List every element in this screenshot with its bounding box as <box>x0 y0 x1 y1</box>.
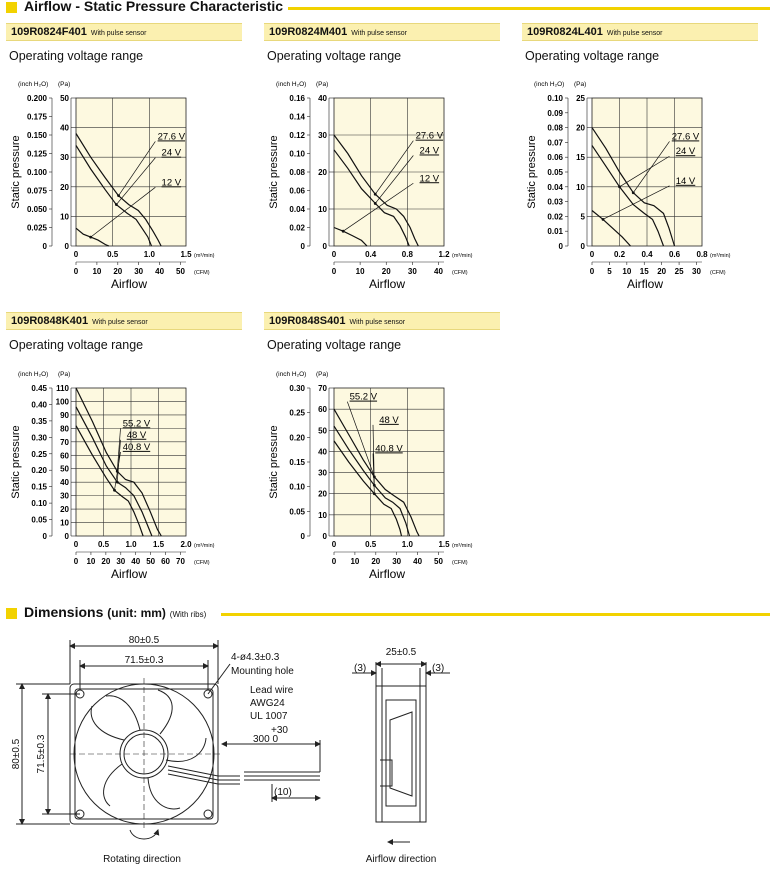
pa-tick-label: 70 <box>318 384 327 393</box>
product-panel <box>522 23 758 63</box>
side-right-offset: (3) <box>432 663 445 674</box>
label-leader-dot <box>632 191 635 194</box>
side-frame <box>376 686 426 822</box>
inch-tick-label: 0.05 <box>31 515 47 525</box>
inch-tick-label: 0.20 <box>31 466 47 476</box>
m3-tick-label: 1.5 <box>152 540 165 549</box>
inch-tick-label: 0.03 <box>547 197 563 207</box>
cfm-tick-label: 5 <box>607 267 612 276</box>
product-panel <box>264 312 500 352</box>
inch-tick-label: 0 <box>42 532 47 541</box>
inch-tick-label: 0.125 <box>26 149 47 159</box>
inch-tick-label: 0 <box>558 242 563 251</box>
x-axis-title: Airflow <box>626 277 664 291</box>
pa-tick-label: 10 <box>60 212 69 222</box>
fan-blade <box>166 738 206 761</box>
unit-inch: (inch H₂O) <box>18 81 49 88</box>
rotating-label: Rotating direction <box>103 854 181 865</box>
x-axis-title: Airflow <box>368 277 406 291</box>
m3-tick-label: 1.0 <box>143 250 155 259</box>
product-panel <box>6 312 242 352</box>
label-leader-dot <box>602 218 605 221</box>
label-leader-dot <box>618 185 621 188</box>
fan-blade <box>106 696 140 730</box>
m3-tick-label: 2.0 <box>180 540 192 549</box>
inch-tick-label: 0.100 <box>26 168 47 177</box>
cfm-tick-label: 60 <box>161 557 171 566</box>
lead-tolerance: +30 <box>271 725 288 736</box>
inch-tick-label: 0.04 <box>289 205 305 214</box>
series-label: 14 V <box>675 175 696 187</box>
dim-unit: (unit: mm) <box>107 606 166 620</box>
inch-tick-label: 0.06 <box>547 153 563 163</box>
fan-blade <box>91 706 124 740</box>
cfm-tick-label: 20 <box>381 267 391 276</box>
sensor-note: With pulse sensor <box>606 30 663 37</box>
m3-tick-label: 0.8 <box>696 250 708 259</box>
label-leader-dot <box>89 236 92 239</box>
inch-tick-label: 0 <box>300 532 305 541</box>
cfm-tick-label: 10 <box>92 267 102 276</box>
pa-tick-label: 70 <box>60 437 69 447</box>
hole-label: 4-ø4.3±0.3 <box>231 652 280 663</box>
sensor-note: With pulse sensor <box>349 319 406 326</box>
pq-chart <box>258 70 508 295</box>
m3-tick-label: 1.2 <box>438 250 450 259</box>
y-axis-title: Static pressure <box>268 425 280 499</box>
cfm-tick-label: 20 <box>371 557 381 566</box>
strip-length: (10) <box>274 787 292 798</box>
unit-cfm: (CFM) <box>452 270 468 276</box>
pa-tick-label: 0 <box>322 532 327 541</box>
series-label: 12 V <box>419 173 440 185</box>
pa-tick-label: 15 <box>576 153 585 163</box>
unit-pa: (Pa) <box>316 81 329 88</box>
inch-tick-label: 0.10 <box>289 149 305 159</box>
unit-pa: (Pa) <box>58 81 71 88</box>
product-bar <box>264 23 500 41</box>
sensor-note: With pulse sensor <box>351 30 407 37</box>
inch-tick-label: 0.45 <box>31 384 47 393</box>
cfm-tick-label: 25 <box>674 267 684 276</box>
inch-tick-label: 0.10 <box>31 499 47 509</box>
cfm-tick-label: 30 <box>407 267 417 276</box>
inch-tick-label: 0.08 <box>547 123 563 133</box>
pa-tick-label: 40 <box>60 478 69 488</box>
product-bar <box>522 23 758 41</box>
cfm-tick-label: 70 <box>176 557 185 566</box>
series-label: 27.6 V <box>671 131 700 143</box>
series-label: 40.8 V <box>375 443 403 455</box>
inch-tick-label: 0.02 <box>289 223 305 233</box>
inch-tick-label: 0.30 <box>289 384 305 393</box>
unit-pa: (Pa) <box>58 371 71 378</box>
pa-tick-label: 20 <box>318 168 327 177</box>
series-label: 24 V <box>419 145 440 157</box>
m3-tick-label: 0.5 <box>107 250 119 259</box>
pq-chart <box>0 360 250 585</box>
label-leader-dot <box>115 203 118 206</box>
pa-tick-label: 40 <box>60 123 69 133</box>
inch-tick-label: 0.30 <box>31 433 47 443</box>
pa-tick-label: 30 <box>318 468 327 478</box>
product-bar <box>6 312 242 330</box>
rotation-arrow <box>130 830 158 839</box>
series-label: 24 V <box>675 146 696 158</box>
pa-tick-label: 30 <box>60 491 69 501</box>
product-panel <box>6 23 242 63</box>
fan-blade <box>104 764 122 806</box>
inch-tick-label: 0.12 <box>289 131 305 140</box>
cfm-tick-label: 15 <box>639 267 649 276</box>
dim-ribs: (With ribs) <box>169 610 207 619</box>
inch-tick-label: 0.075 <box>26 186 47 196</box>
pa-tick-label: 110 <box>56 384 69 393</box>
m3-tick-label: 0 <box>589 250 595 259</box>
side-left-offset: (3) <box>354 663 367 674</box>
pa-tick-label: 90 <box>60 410 69 420</box>
label-leader-dot <box>117 194 120 197</box>
section-marker-icon <box>6 2 17 13</box>
inch-tick-label: 0.35 <box>31 416 47 426</box>
x-axis-title: Airflow <box>110 567 148 581</box>
series-label: 55.2 V <box>122 418 151 430</box>
pq-chart <box>516 70 766 295</box>
label-leader-dot <box>373 492 376 495</box>
series-label: 48 V <box>379 414 399 426</box>
m3-tick-label: 0.4 <box>641 250 653 259</box>
pq-chart <box>258 360 508 585</box>
series-label: 55.2 V <box>349 391 378 403</box>
model-name: 109R0848S401 <box>269 315 346 327</box>
inch-tick-label: 0.09 <box>547 108 563 118</box>
cfm-tick-label: 30 <box>392 557 402 566</box>
x-axis-title: Airflow <box>110 277 148 291</box>
model-name: 109R0824M401 <box>269 26 348 38</box>
product-bar <box>264 312 500 330</box>
pa-tick-label: 50 <box>318 426 327 436</box>
cfm-tick-label: 30 <box>134 267 144 276</box>
unit-inch: (inch H₂O) <box>534 81 565 88</box>
y-axis-title: Static pressure <box>10 425 22 499</box>
x-axis-title: Airflow <box>368 567 406 581</box>
airflow-section-header <box>6 0 770 18</box>
m3-tick-label: 0.6 <box>668 250 681 259</box>
section-rule <box>221 613 770 616</box>
model-name: 109R0848K401 <box>11 315 89 327</box>
pa-tick-label: 40 <box>318 447 327 457</box>
cfm-tick-label: 0 <box>73 557 79 566</box>
cfm-tick-label: 30 <box>692 267 701 276</box>
cfm-tick-label: 0 <box>589 267 595 276</box>
dim-width-inner: 71.5±0.3 <box>124 655 164 666</box>
pa-tick-label: 50 <box>60 464 69 474</box>
inch-tick-label: 0.025 <box>26 223 47 233</box>
unit-pa: (Pa) <box>316 371 329 378</box>
cfm-tick-label: 50 <box>146 557 156 566</box>
cfm-tick-label: 0 <box>331 267 337 276</box>
dim-width-outer: 80±0.5 <box>128 635 160 646</box>
voltage-title: Operating voltage range <box>267 338 402 352</box>
inch-tick-label: 0.15 <box>289 458 305 467</box>
cfm-tick-label: 20 <box>657 267 667 276</box>
inch-tick-label: 0.05 <box>289 507 305 517</box>
pa-tick-label: 10 <box>576 182 585 192</box>
cfm-tick-label: 10 <box>355 267 365 276</box>
voltage-title: Operating voltage range <box>525 49 660 63</box>
unit-m3: (m³/min) <box>452 543 473 549</box>
series-label: 40.8 V <box>122 441 151 453</box>
inch-tick-label: 0.14 <box>289 112 305 122</box>
lead-wire-label: Lead wire <box>250 685 294 696</box>
product-bar <box>6 23 242 41</box>
series-label: 24 V <box>161 147 182 159</box>
pa-tick-label: 10 <box>318 205 327 214</box>
cfm-tick-label: 10 <box>86 557 96 566</box>
series-label: 27.6 V <box>415 130 444 142</box>
inch-tick-label: 0.150 <box>26 131 47 140</box>
inch-tick-label: 0.25 <box>31 449 47 459</box>
series-label: 12 V <box>161 177 182 189</box>
pa-tick-label: 40 <box>318 94 327 103</box>
inch-tick-label: 0.25 <box>289 408 305 418</box>
label-leader-dot <box>113 489 116 492</box>
pa-tick-label: 20 <box>60 182 69 192</box>
product-panel <box>264 23 500 63</box>
pa-tick-label: 80 <box>60 424 69 434</box>
pa-tick-label: 30 <box>60 153 69 163</box>
inch-tick-label: 0.10 <box>547 94 563 103</box>
pa-tick-label: 60 <box>318 405 327 415</box>
inch-tick-label: 0.05 <box>547 168 563 177</box>
series-label: 48 V <box>126 429 147 441</box>
m3-tick-label: 0 <box>331 540 337 549</box>
voltage-title: Operating voltage range <box>9 49 144 63</box>
section-title: Airflow - Static Pressure Characteristic <box>24 0 288 14</box>
lead-length: 300 0 <box>253 734 279 745</box>
m3-tick-label: 1.5 <box>438 540 450 549</box>
y-axis-title: Static pressure <box>526 135 538 209</box>
lead-ul: UL 1007 <box>250 711 288 722</box>
pa-tick-label: 5 <box>580 212 585 222</box>
fan-blade <box>158 690 172 734</box>
unit-m3: (m³/min) <box>194 253 215 259</box>
lead-awg: AWG24 <box>250 698 285 709</box>
pa-tick-label: 20 <box>576 123 585 133</box>
m3-tick-label: 1.0 <box>125 540 137 549</box>
pa-tick-label: 0 <box>322 242 327 251</box>
m3-tick-label: 0 <box>73 540 79 549</box>
unit-inch: (inch H₂O) <box>276 81 307 88</box>
inch-tick-label: 0.15 <box>31 482 47 492</box>
pa-tick-label: 0 <box>64 242 69 251</box>
cfm-tick-label: 40 <box>434 267 443 276</box>
voltage-title: Operating voltage range <box>9 338 144 352</box>
lead-wire <box>168 766 240 776</box>
hole-desc: Mounting hole <box>231 666 294 677</box>
inch-tick-label: 0 <box>300 242 305 251</box>
inch-tick-label: 0.200 <box>26 94 47 103</box>
cfm-tick-label: 40 <box>131 557 141 566</box>
inch-tick-label: 0.20 <box>289 433 305 443</box>
m3-tick-label: 1.0 <box>401 540 413 549</box>
side-depth: 25±0.5 <box>385 647 417 658</box>
inch-tick-label: 0.40 <box>31 400 47 410</box>
inch-tick-label: 0.01 <box>547 227 563 237</box>
unit-m3: (m³/min) <box>194 543 215 549</box>
m3-tick-label: 0.2 <box>613 250 626 259</box>
section-rule <box>276 7 770 10</box>
unit-cfm: (CFM) <box>710 270 726 276</box>
section-marker-icon <box>6 608 17 619</box>
inch-tick-label: 0.04 <box>547 182 563 192</box>
cfm-tick-label: 40 <box>155 267 165 276</box>
pa-tick-label: 25 <box>576 94 585 103</box>
voltage-title: Operating voltage range <box>267 49 402 63</box>
cfm-tick-label: 20 <box>113 267 123 276</box>
inch-tick-label: 0.16 <box>289 94 305 103</box>
unit-m3: (m³/min) <box>710 253 731 259</box>
pa-tick-label: 30 <box>318 131 327 140</box>
dim-height-inner: 71.5±0.3 <box>36 734 47 774</box>
cfm-tick-label: 50 <box>434 557 443 566</box>
pa-tick-label: 0 <box>64 532 69 541</box>
unit-inch: (inch H₂O) <box>276 371 307 378</box>
cfm-tick-label: 0 <box>331 557 337 566</box>
pa-tick-label: 20 <box>60 505 69 515</box>
pq-chart <box>0 70 250 295</box>
unit-m3: (m³/min) <box>452 253 473 259</box>
m3-tick-label: 0.8 <box>401 250 413 259</box>
label-leader-dot <box>374 202 377 205</box>
sensor-note: With pulse sensor <box>90 30 147 37</box>
unit-inch: (inch H₂O) <box>18 371 49 378</box>
cfm-tick-label: 20 <box>101 557 111 566</box>
y-axis-title: Static pressure <box>268 135 280 209</box>
m3-tick-label: 0 <box>73 250 79 259</box>
inch-tick-label: 0.050 <box>26 205 47 214</box>
cfm-tick-label: 10 <box>622 267 632 276</box>
pa-tick-label: 60 <box>60 451 69 461</box>
y-axis-title: Static pressure <box>10 135 22 209</box>
dimensions-section-header <box>6 606 770 624</box>
pa-tick-label: 10 <box>318 510 327 520</box>
dimension-drawing <box>0 625 776 893</box>
sensor-note: With pulse sensor <box>92 319 148 326</box>
inch-tick-label: 0.06 <box>289 186 305 196</box>
m3-tick-label: 0 <box>331 250 337 259</box>
unit-cfm: (CFM) <box>194 560 210 566</box>
pa-tick-label: 0 <box>580 242 585 251</box>
pa-tick-label: 10 <box>60 518 69 528</box>
inch-tick-label: 0.02 <box>547 212 563 222</box>
pa-tick-label: 100 <box>55 397 69 407</box>
cfm-tick-label: 0 <box>73 267 79 276</box>
cfm-tick-label: 50 <box>176 267 185 276</box>
m3-tick-label: 0.4 <box>365 250 377 259</box>
cfm-tick-label: 40 <box>413 557 423 566</box>
inch-tick-label: 0.07 <box>547 138 563 148</box>
m3-tick-label: 0.5 <box>365 540 377 549</box>
cfm-tick-label: 10 <box>350 557 360 566</box>
dim-title: Dimensions <box>24 604 104 620</box>
pa-tick-label: 50 <box>60 94 69 103</box>
dim-height-outer: 80±0.5 <box>11 738 22 770</box>
section-title <box>24 604 211 620</box>
pa-tick-label: 20 <box>318 489 327 499</box>
m3-tick-label: 1.5 <box>180 250 192 259</box>
cfm-tick-label: 30 <box>116 557 126 566</box>
series-label: 27.6 V <box>157 131 186 143</box>
m3-tick-label: 0.5 <box>97 540 110 549</box>
inch-tick-label: 0.175 <box>26 112 47 122</box>
airflow-direction-label: Airflow direction <box>365 854 437 865</box>
inch-tick-label: 0.10 <box>289 482 305 492</box>
model-name: 109R0824F401 <box>11 26 87 38</box>
label-leader-dot <box>342 230 345 233</box>
inch-tick-label: 0.08 <box>289 168 305 177</box>
unit-cfm: (CFM) <box>194 270 210 276</box>
unit-cfm: (CFM) <box>452 560 468 566</box>
inch-tick-label: 0 <box>42 242 47 251</box>
label-leader-dot <box>374 193 377 196</box>
model-name: 109R0824L401 <box>527 26 603 38</box>
mounting-hole <box>204 810 212 818</box>
unit-pa: (Pa) <box>574 81 587 88</box>
fan-blade <box>148 778 180 809</box>
